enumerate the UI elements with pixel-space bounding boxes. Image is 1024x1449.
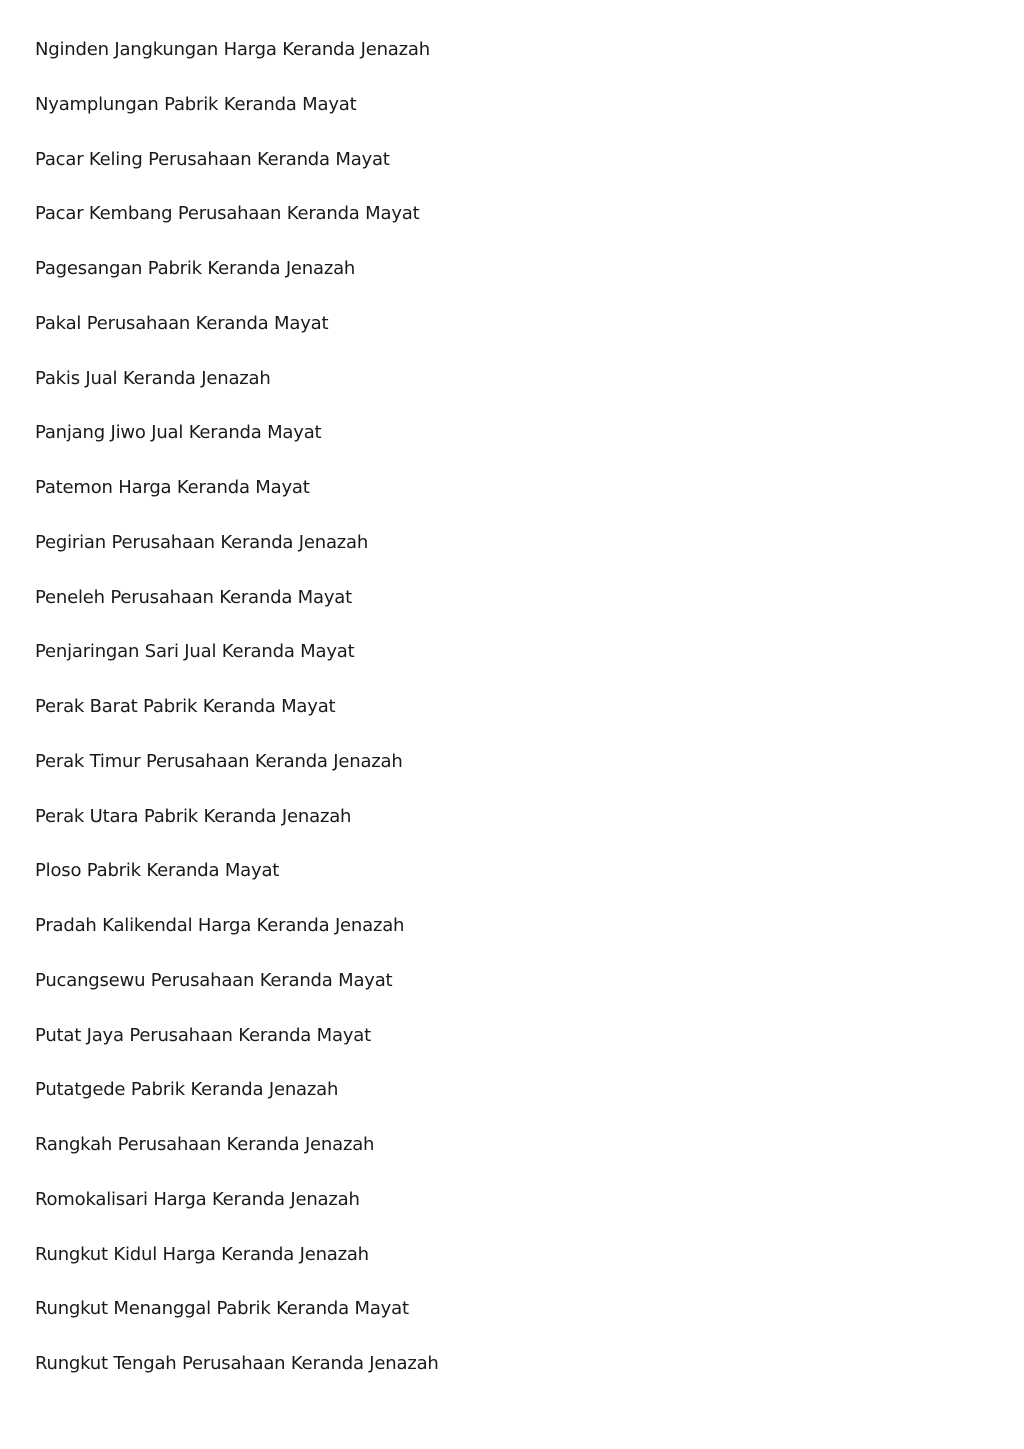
list-item: Rungkut Menanggal Pabrik Keranda Mayat — [35, 1298, 409, 1320]
list-item: Nyamplungan Pabrik Keranda Mayat — [35, 93, 357, 115]
list-item: Putat Jaya Perusahaan Keranda Mayat — [35, 1024, 371, 1046]
list-item: Pakal Perusahaan Keranda Mayat — [35, 312, 329, 334]
list-item: Pacar Keling Perusahaan Keranda Mayat — [35, 148, 390, 170]
list-item: Peneleh Perusahaan Keranda Mayat — [35, 586, 352, 608]
list-item: Pagesangan Pabrik Keranda Jenazah — [35, 258, 356, 279]
list-item: Rangkah Perusahaan Keranda Jenazah — [35, 1134, 375, 1155]
list-item: Penjaringan Sari Jual Keranda Mayat — [35, 641, 355, 663]
list-item: Pucangsewu Perusahaan Keranda Mayat — [35, 969, 393, 991]
list-item: Panjang Jiwo Jual Keranda Mayat — [35, 422, 322, 444]
list-item: Rungkut Kidul Harga Keranda Jenazah — [35, 1243, 369, 1265]
list-item: Rungkut Tengah Perusahaan Keranda Jenazah — [35, 1353, 439, 1374]
list-item: Pegirian Perusahaan Keranda Jenazah — [35, 531, 369, 553]
list-item: Nginden Jangkungan Harga Keranda Jenazah — [35, 39, 430, 60]
list-item: Pacar Kembang Perusahaan Keranda Mayat — [35, 203, 420, 225]
list-item: Romokalisari Harga Keranda Jenazah — [35, 1188, 360, 1210]
document-page — [35, 38, 995, 1407]
list-item: Ploso Pabrik Keranda Mayat — [35, 860, 280, 882]
list-item: Perak Utara Pabrik Keranda Jenazah — [35, 805, 352, 827]
list-item: Perak Barat Pabrik Keranda Mayat — [35, 696, 336, 717]
list-item: Putatgede Pabrik Keranda Jenazah — [35, 1079, 339, 1101]
location-list — [35, 38, 995, 1407]
list-item: Pakis Jual Keranda Jenazah — [35, 367, 271, 389]
list-item: Perak Timur Perusahaan Keranda Jenazah — [35, 750, 403, 772]
list-item: Pradah Kalikendal Harga Keranda Jenazah — [35, 915, 405, 936]
list-item: Patemon Harga Keranda Mayat — [35, 477, 310, 498]
